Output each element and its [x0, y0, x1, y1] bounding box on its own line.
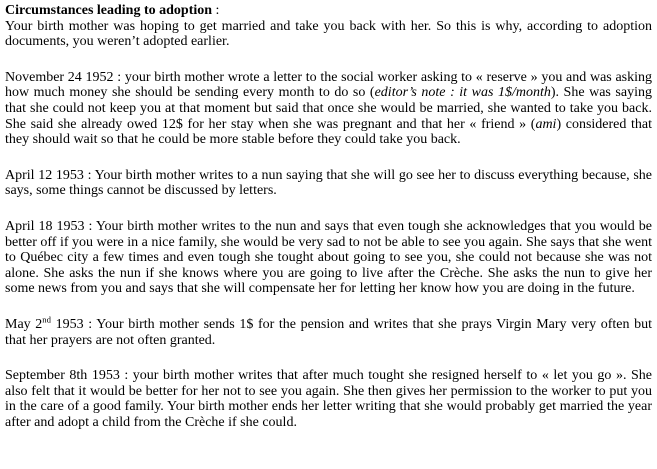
- heading-text: Circumstances leading to adoption: [5, 3, 213, 18]
- paragraph: [5, 219, 652, 297]
- text-run: ami: [535, 116, 557, 132]
- text-run: nd: [42, 314, 51, 325]
- paragraph: [5, 70, 652, 148]
- text-run: 1953 : Your birth mother sends 1$ for the pension and writes that she prays Virgin Mary very often but that her prayers are not often granted.: [5, 316, 652, 348]
- paragraph: [5, 168, 652, 199]
- paragraphs-container: [5, 19, 652, 431]
- text-run: Your birth mother was hoping to get married and take you back with her. So this is why, according to adoption documents, you weren’t adopted earlier.: [5, 18, 652, 50]
- document-heading: [5, 3, 652, 19]
- text-run: editor’s note : it was 1$/month: [374, 85, 551, 101]
- text-run: September 8th 1953 : your birth mother writes that after much tought she resigned herself to « let you go ». She also felt that it would be better for her not to see you again. She then gives her permission to the worker to put you in the care of a good family. Your birth mother ends her letter writing that she would probably get married the year after and adopt a child from the Crèche if she could.: [5, 368, 652, 430]
- text-run: May 2: [5, 316, 43, 332]
- text-run: April 18 1953 : Your birth mother writes to the nun and says that even tough she acknowledges that you would be better off if you were in a nice family, she would be very sad to not be able to see you again. She says that she went to Québec city a few times and even tough she tought about going to see you, she could not because she was not alone. She asks the nun if she knows where you are going to live after the Crèche. She asks the nun to give her some news from you and says that she will compensate her for letting her know how you are doing in the future.: [5, 218, 652, 297]
- text-run: April 12 1953 : Your birth mother writes to a nun saying that she will go see her to discuss everything because, she says, some things cannot be discussed by letters.: [5, 167, 652, 199]
- text-run: ) considered that they should wait so that he could be more stable before they could take you back.: [5, 116, 653, 148]
- heading-colon: :: [212, 3, 220, 18]
- text-run: November 24 1952 : your birth mother wrote a letter to the social worker asking to « reserve » you and was asking how much money she should be sending every month to do so (: [5, 69, 652, 101]
- text-run: ). She was saying that she could not keep you at that moment but said that once she would be married, she wanted to take you back. She said she already owed 12$ for her stay when she was pregnant and that her « friend » (: [5, 85, 652, 132]
- paragraph: [5, 368, 652, 430]
- paragraph: [5, 314, 652, 348]
- paragraph: [5, 19, 652, 50]
